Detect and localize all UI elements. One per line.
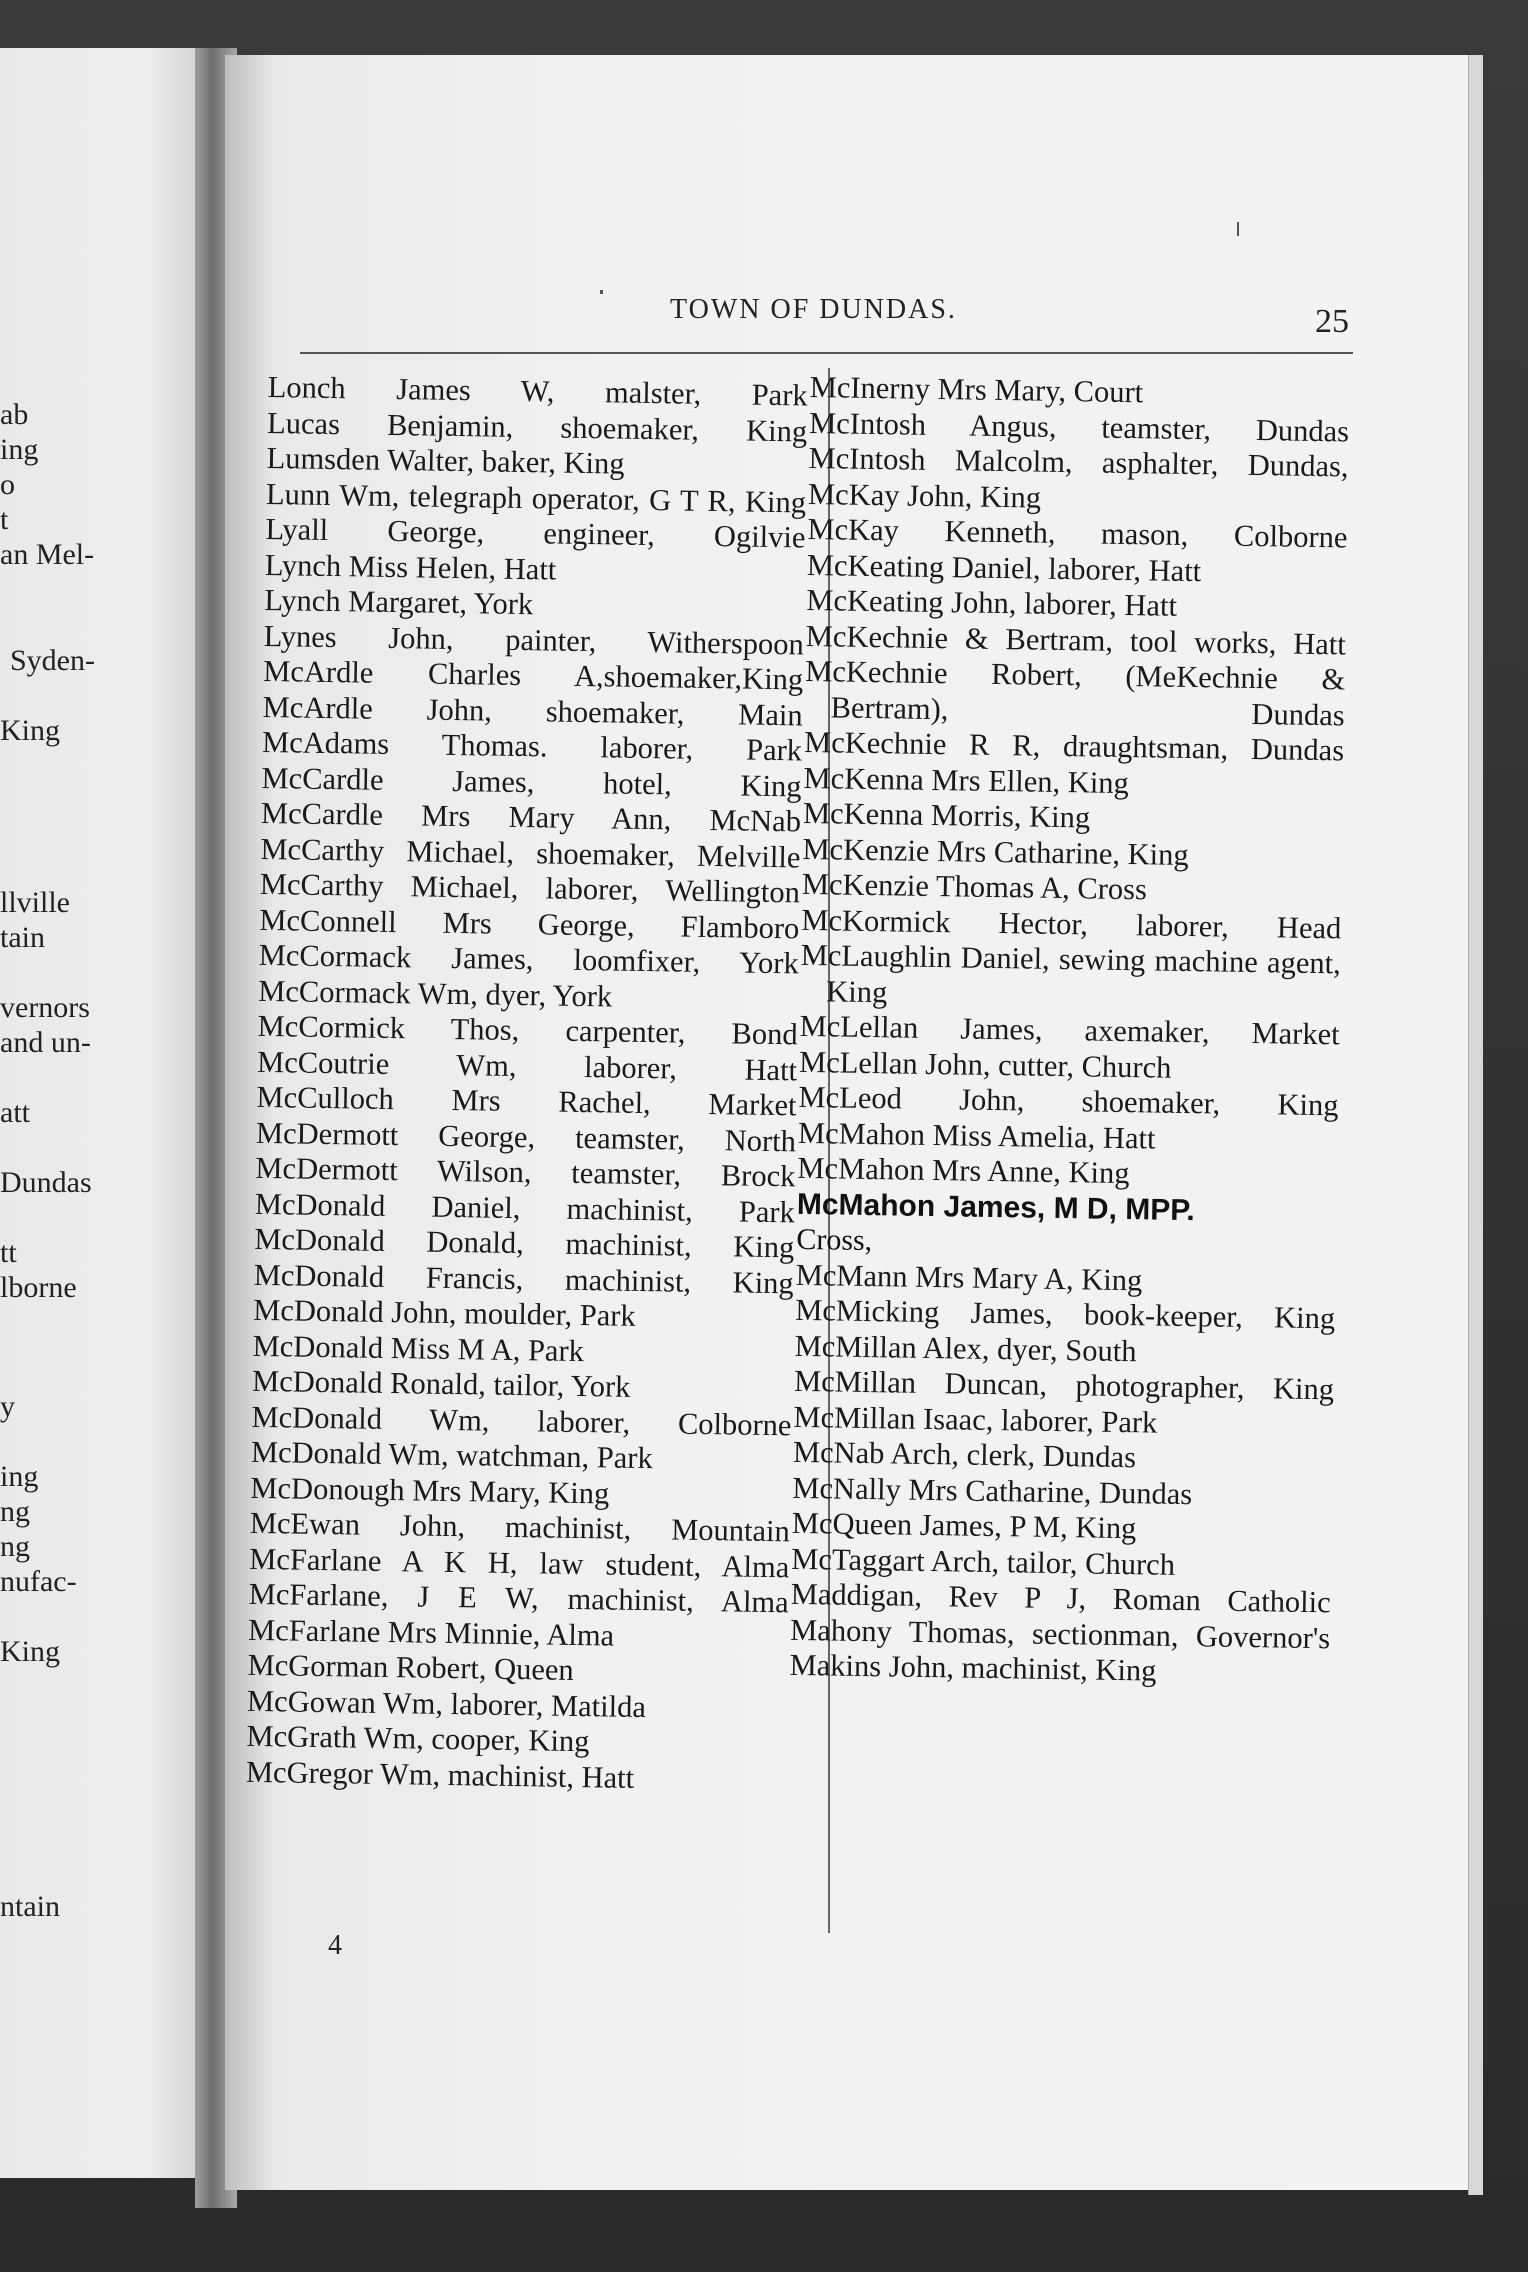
- signature-mark: 4: [328, 1930, 342, 1961]
- directory-entry: McMillan Duncan, photographer, King: [793, 1363, 1335, 1407]
- page-edge: [1468, 55, 1483, 2195]
- directory-entry: Maddigan, Rev P J, Roman Catholic: [790, 1576, 1331, 1620]
- running-head: TOWN OF DUNDAS.: [670, 294, 957, 325]
- directory-entry: McLellan James, axemaker, Market: [799, 1008, 1340, 1052]
- directory-entry: McMillan Alex, dyer, South: [794, 1328, 1137, 1368]
- directory-entry: McIntosh Angus, teamster, Dundas: [808, 405, 1350, 448]
- left-facing-page: [0, 48, 210, 2178]
- directory-entry: McGregor Wm, machinist, Hatt: [245, 1754, 635, 1795]
- left-page-fragment: llville: [0, 886, 70, 919]
- directory-entry: McFarlane A K H, law student, Alma: [249, 1541, 790, 1584]
- left-page-fragment: ntain: [0, 1890, 60, 1923]
- directory-entry: McLeod John, shoemaker, King: [798, 1079, 1339, 1123]
- directory-entry: McKay Kenneth, mason, Colborne: [807, 511, 1348, 555]
- directory-entry: McLellan John, cutter, Church: [798, 1044, 1172, 1085]
- directory-entry: McFarlane, J E W, machinist, Alma: [248, 1576, 789, 1620]
- directory-entry: Lucas Benjamin, shoemaker, King: [266, 405, 808, 448]
- directory-entry: McTaggart Arch, tailor, Church: [791, 1541, 1176, 1582]
- directory-entry: McKechnie & Bertram, tool works, Hatt: [805, 618, 1347, 661]
- directory-entry: McKeating Daniel, laborer, Hatt: [806, 547, 1202, 588]
- directory-entry: McFarlane Mrs Minnie, Alma: [247, 1612, 615, 1653]
- directory-column-right: [789, 370, 1350, 1692]
- left-page-fragment: Syden-: [10, 644, 95, 677]
- left-page-fragment: ab: [0, 398, 29, 431]
- left-page-fragment: lborne: [0, 1271, 77, 1304]
- directory-entry: McCarthy Michael, shoemaker, Melville: [260, 831, 801, 874]
- directory-entry: McCarthy Michael, laborer, Wellington: [259, 866, 801, 910]
- directory-entry: McKormick Hector, laborer, Head: [801, 902, 1342, 945]
- left-page-fragment: King: [0, 714, 60, 747]
- bold-directory-entry: [796, 1186, 1337, 1265]
- directory-entry: McEwan John, machinist, Mountain: [249, 1505, 791, 1549]
- directory-entry: McDonald Daniel, machinist, Park: [254, 1186, 796, 1229]
- directory-entry: McCardle Mrs Mary Ann, McNab: [260, 795, 802, 839]
- directory-entry: McMahon Miss Amelia, Hatt: [797, 1115, 1156, 1156]
- directory-entry: Makins John, machinist, King: [789, 1647, 1157, 1688]
- directory-entry: Lumsden Walter, baker, King: [266, 440, 625, 481]
- left-page-fragment: o: [0, 468, 15, 501]
- directory-entry: McMicking James, book-keeper, King: [794, 1292, 1336, 1336]
- directory-entry: McKay John, King: [807, 476, 1042, 515]
- bold-entry-street: Cross,: [796, 1222, 873, 1258]
- print-speck: [1237, 222, 1239, 236]
- left-page-fragment: ng: [0, 1495, 30, 1528]
- directory-entry: Mahony Thomas, sectionman, Governor's: [789, 1612, 1331, 1655]
- left-page-fragment: ng: [0, 1530, 30, 1563]
- directory-entry: McNab Arch, clerk, Dundas: [792, 1434, 1137, 1475]
- left-page-fragment: an Mel-: [0, 538, 95, 571]
- directory-entry: McDonald Donald, machinist, King: [254, 1221, 795, 1265]
- directory-entry: McDonough Mrs Mary, King: [250, 1470, 610, 1510]
- bold-entry-name: McMahon James, M D, MPP.: [796, 1187, 1196, 1227]
- directory-entry: McCormick Thos, carpenter, Bond: [257, 1008, 798, 1052]
- directory-entry: McLaughlin Daniel, sewing machine agent, King: [800, 937, 1342, 1009]
- left-page-fragment: tain: [0, 921, 45, 954]
- directory-entry: Lyall George, engineer, Ogilvie: [265, 511, 806, 555]
- directory-entry: Lonch James W, malster, Park: [267, 370, 808, 413]
- directory-column-left: [246, 370, 808, 1798]
- left-page-fragment: t: [0, 503, 9, 536]
- directory-entry: McMillan Isaac, laborer, Park: [793, 1399, 1158, 1440]
- directory-entry: McDonald John, moulder, Park: [252, 1292, 636, 1333]
- directory-entry: McMann Mrs Mary A, King: [795, 1257, 1143, 1297]
- page-number: 25: [1315, 303, 1349, 340]
- directory-entry: McCormack James, loomfixer, York: [258, 937, 800, 981]
- directory-entry: Lynes John, painter, Witherspoon: [263, 618, 805, 661]
- left-page-fragment: and un-: [0, 1026, 91, 1059]
- directory-entry: McArdle John, shoemaker, Main: [262, 689, 803, 732]
- left-page-fragment: att: [0, 1096, 30, 1129]
- directory-entry: McDonald Francis, machinist, King: [253, 1257, 794, 1300]
- directory-entry: McKenna Mrs Ellen, King: [803, 760, 1130, 800]
- left-page-fragment: nufac-: [0, 1565, 77, 1598]
- directory-entry: McNally Mrs Catharine, Dundas: [792, 1470, 1193, 1511]
- directory-entry: McInerny Mrs Mary, Court: [809, 370, 1144, 410]
- directory-entry: McKenzie Mrs Catharine, King: [802, 831, 1189, 872]
- print-speck: [600, 290, 603, 294]
- directory-entry: McGorman Robert, Queen: [247, 1647, 574, 1687]
- left-page-fragment: Dundas: [0, 1166, 92, 1199]
- directory-entry: McDonald Wm, watchman, Park: [250, 1434, 654, 1476]
- left-page-fragment: tt: [0, 1236, 17, 1269]
- left-page-fragment: vernors: [0, 991, 90, 1024]
- directory-entry: McQueen James, P M, King: [791, 1505, 1137, 1546]
- directory-entry: McCoutrie Wm, laborer, Hatt: [256, 1044, 798, 1087]
- directory-entry: McKenzie Thomas A, Cross: [801, 866, 1148, 907]
- left-page-fragment: King: [0, 1635, 60, 1668]
- directory-entry: McConnell Mrs George, Flamboro: [259, 902, 800, 945]
- left-page-fragment: y: [0, 1390, 15, 1423]
- directory-entry: Lynch Margaret, York: [264, 582, 534, 622]
- directory-entry: McGrath Wm, cooper, King: [246, 1718, 590, 1759]
- directory-entry: McKechnie Robert, (MeKechnie & Bertram), Dundas: [805, 653, 1346, 732]
- directory-entry: Lynch Miss Helen, Hatt: [264, 547, 557, 587]
- directory-entry: Lunn Wm, telegraph operator, G T R, King: [265, 476, 807, 519]
- directory-entry: McCormack Wm, dyer, York: [257, 973, 613, 1013]
- directory-entry: McDonald Miss M A, Park: [252, 1328, 585, 1368]
- directory-entry: McKeating John, laborer, Hatt: [806, 582, 1178, 623]
- directory-entry: McIntosh Malcolm, asphalter, Dundas,: [808, 440, 1349, 484]
- directory-entry: McDonald Ronald, tailor, York: [251, 1363, 631, 1404]
- directory-entry: McDermott George, teamster, North: [255, 1115, 797, 1158]
- header-rule: [300, 352, 1353, 354]
- left-page-fragment: ing: [0, 433, 39, 466]
- directory-entry: McCulloch Mrs Rachel, Market: [256, 1079, 797, 1123]
- directory-entry: McArdle Charles A,shoemaker,King: [263, 653, 804, 697]
- directory-entry: McAdams Thomas. laborer, Park: [261, 724, 803, 768]
- left-page-fragment: ing: [0, 1460, 39, 1493]
- directory-entry: McKenna Morris, King: [802, 795, 1091, 835]
- directory-entry: McMahon Mrs Anne, King: [797, 1150, 1130, 1191]
- directory-entry: McDermott Wilson, teamster, Brock: [255, 1150, 796, 1194]
- directory-entry: McGowan Wm, laborer, Matilda: [246, 1683, 647, 1724]
- directory-entry: McKechnie R R, draughtsman, Dundas: [803, 724, 1345, 768]
- directory-entry: McCardle James, hotel, King: [261, 760, 802, 803]
- directory-entry: McDonald Wm, laborer, Colborne: [251, 1399, 792, 1442]
